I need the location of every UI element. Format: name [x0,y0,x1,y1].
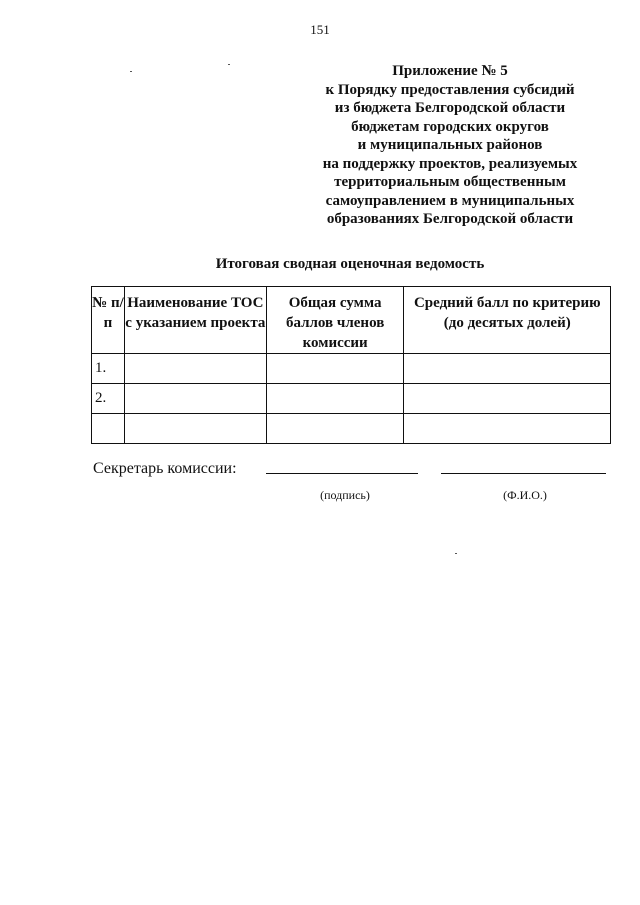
appendix-line: самоуправлением в муниципальных [325,192,575,209]
cell-number: 1. [92,354,125,384]
cell-average-score [404,414,611,444]
signature-line [266,473,418,474]
header-average-score: Средний балл по критерию (до десятых долей) [404,287,611,354]
cell-total-score [266,414,404,444]
appendix-line: территориальным общественным [334,174,566,190]
document-title: Итоговая сводная оценочная ведомость [215,256,485,272]
cell-average-score [404,354,611,384]
cell-tos-name [124,354,266,384]
appendix-line: из бюджета Белгородской области [334,100,566,116]
cell-total-score [266,384,404,414]
appendix-line: образованиях Белгородской области [326,211,574,227]
secretary-label: Секретарь комиссии: [93,460,237,477]
scan-speck [228,64,230,65]
scan-speck [455,553,457,554]
signature-caption: (подпись) [320,488,370,502]
cell-tos-name [124,384,266,414]
appendix-line: Приложение № 5 [392,63,508,79]
appendix-line: на поддержку проектов, реализуемых [322,155,578,172]
cell-average-score [404,384,611,414]
cell-number: 2. [92,384,125,414]
table-row [92,384,611,414]
header-total-score: Общая сумма баллов членов комиссии [266,287,404,354]
appendix-line: бюджетам городских округов [351,118,549,135]
page-number: 151 [310,22,330,37]
scan-speck [130,71,132,72]
table-row [92,414,611,444]
appendix-line: и муниципальных районов [357,137,543,153]
header-tos-name: Наименование ТОС с указанием проекта [124,287,266,354]
name-caption: (Ф.И.О.) [503,488,547,502]
cell-total-score [266,354,404,384]
appendix-header [300,62,600,229]
appendix-line: к Порядку предоставления субсидий [325,81,575,98]
cell-number [92,414,125,444]
name-line [441,473,606,474]
cell-tos-name [124,414,266,444]
header-number: № п/п [92,287,125,354]
table-row [92,354,611,384]
score-table [91,286,611,444]
table-header-row [92,287,611,354]
